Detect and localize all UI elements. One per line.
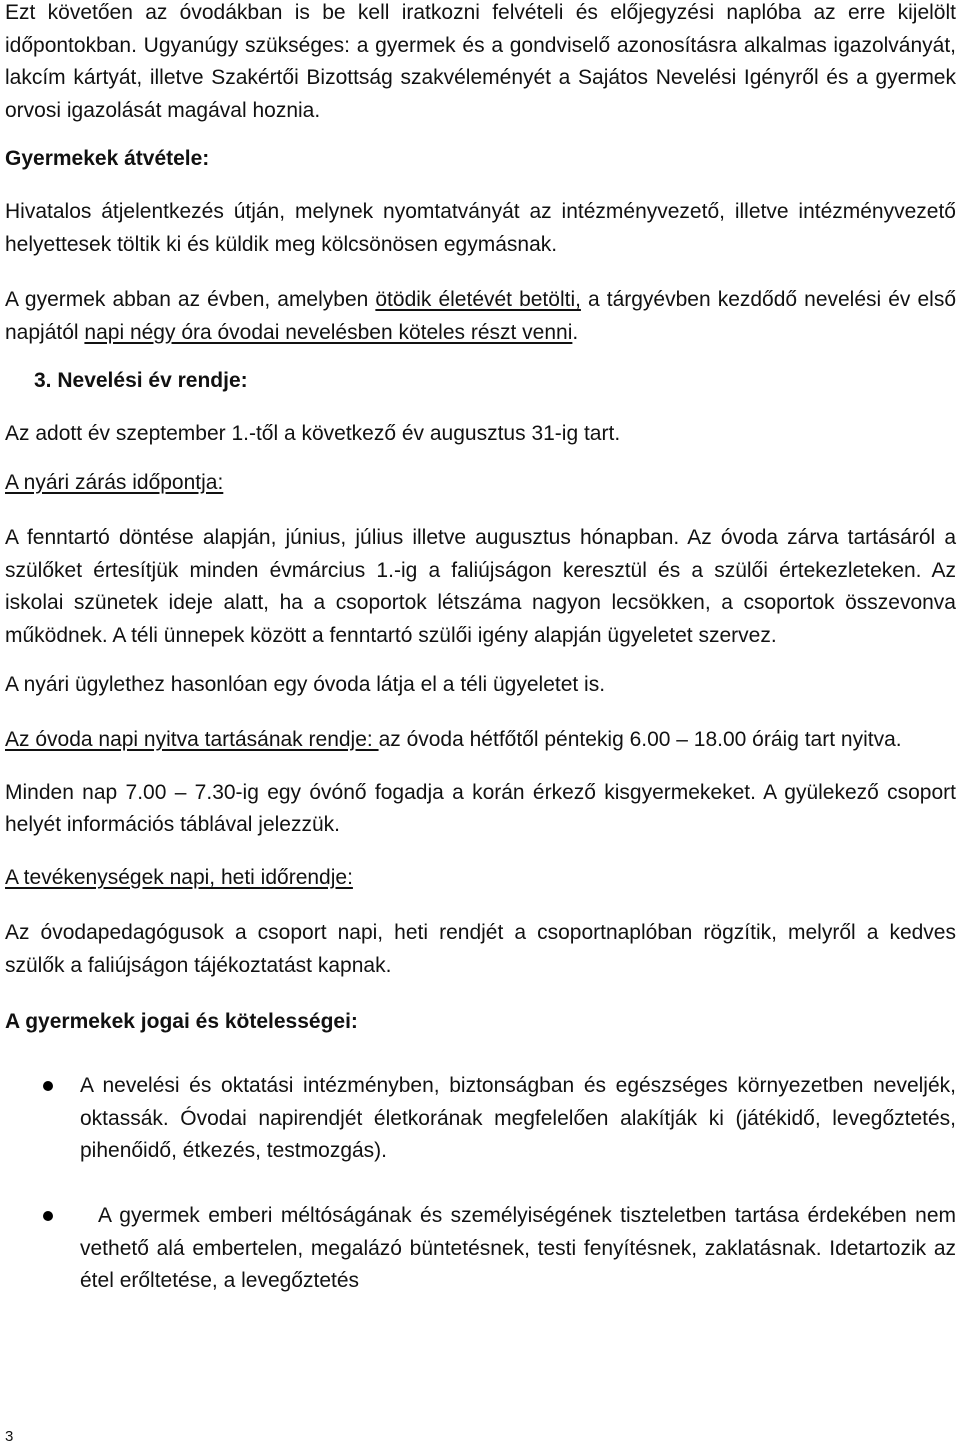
bullet-icon [43,1211,53,1221]
attendance-text-c: . [572,320,579,344]
attendance-text-a: A gyermek abban az évben, amelyben [5,288,376,312]
paragraph-closing-details: A fenntartó döntése alapján, június, július illetve augusztus hónapban. Az óvoda zárva tartásáról a szülőket értesítjük minden évmárcius 1.-ig a faliújságon keresztül és a szülői értekezleteken. Az iskolai szünetek ideje alatt, ha a csoportok létszáma nagyon lecsökken, a csoportok összevonva működnek. A téli ünnepek között a fenntartó szülői igény alapján ügyeletet szervez. [5,526,956,647]
bullet-icon [43,1081,53,1091]
paragraph-mandatory-attendance [5,284,956,349]
opening-hours-text: az óvoda hétfőtől péntekig 6.00 – 18.00 óráig tart nyitva. [378,728,902,752]
summer-closing-label: A nyári zárás időpontja: [5,470,224,494]
daily-schedule-label: A tevékenységek napi, heti időrendje: [5,865,353,889]
paragraph-enrollment: Ezt követően az óvodákban is be kell iratkozni felvételi és előjegyzési naplóba az erre kijelölt időpontokban. Ugyanúgy szükséges: a gyermek és a gondviselő azonosításra alkalmas igazolványát, lakcím kártyát, illetve Szakértői Bizottság szakvéleményét a Sajátos Nevelési Igényről és a gyermek orvosi igazolását magával hoznia. [5,1,956,122]
rights-list [5,1070,956,1298]
heading-education-year: 3. Nevelési év rendje: [34,369,248,393]
paragraph-morning-reception: Minden nap 7.00 – 7.30-ig egy óvónő fogadja a korán érkező kisgyermekeket. A gyülekező csoport helyét információs táblával jelezzük. [5,780,956,837]
list-item [5,1200,956,1298]
paragraph-schedule-details: Az óvodapedagógusok a csoport napi, heti rendjét a csoportnaplóban rögzítik, melyről a kedves szülők a faliújságon tájékoztatást kapnak. [5,921,956,978]
heading-children-rights: A gyermekek jogai és kötelességei: [5,1009,358,1033]
heading-summer-closing [5,467,956,500]
rights-item-text: A gyermek emberi méltóságának és személyiségének tiszteletben tartása érdekében nem vethető alá embertelen, megalázó büntetésnek, testi fenyítésnek, zaklatásnak. Idetartozik az étel erőltetése, a levegőztetés [80,1204,956,1293]
page-number: 3 [5,1428,14,1445]
attendance-underlined-duty: napi négy óra óvodai nevelésben köteles részt venni [84,320,573,344]
paragraph-transfer: Hivatalos átjelentkezés útján, melynek nyomtatványát az intézményvezető, illetve intézményvezető helyettesek töltik ki és küldik meg kölcsönösen egymásnak. [5,199,956,256]
attendance-text-b: a tárgyévben kezdődő nevelési év első napjától [5,288,956,344]
paragraph-year-span: Az adott év szeptember 1.-től a következő év augusztus 31-ig tart. [5,421,621,445]
heading-daily-schedule [5,862,956,895]
paragraph-opening-hours [5,724,956,757]
list-item [5,1070,956,1168]
opening-hours-label: Az óvoda napi nyitva tartásának rendje: [5,728,379,752]
paragraph-winter-duty: A nyári ügylethez hasonlóan egy óvoda látja el a téli ügyeletet is. [5,672,606,696]
attendance-underlined-age: ötödik életévét betölti, [375,288,581,312]
heading-child-transfer: Gyermekek átvétele: [5,147,210,171]
rights-item-text: A nevelési és oktatási intézményben, biztonságban és egészséges környezetben neveljék, oktassák. Óvodai napirendjét életkorának megfelelően alakítják ki (játékidő, levegőztetés, pihenőidő, étkezés, testmozgás). [80,1074,956,1163]
